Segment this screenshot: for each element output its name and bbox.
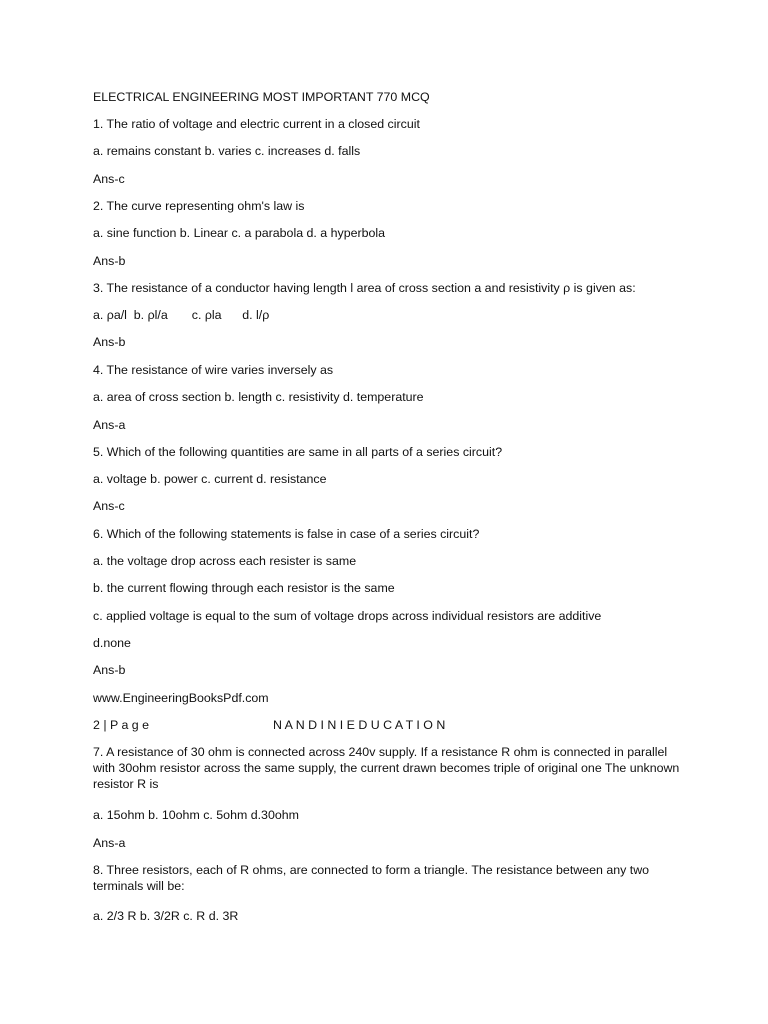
question-1-options: a. remains constant b. varies c. increases d. falls (93, 144, 361, 158)
question-7-answer: Ans-a (93, 836, 126, 850)
document-title: ELECTRICAL ENGINEERING MOST IMPORTANT 770 MCQ (93, 90, 430, 104)
question-3: 3. The resistance of a conductor having length l area of cross section a and resistivity ρ is given as: (93, 281, 636, 295)
question-8: 8. Three resistors, each of R ohms, are connected to form a triangle. The resistance between any two terminals will be: (93, 863, 650, 893)
website-link[interactable]: www.EngineeringBooksPdf.com (93, 691, 269, 705)
question-6-option-c: c. applied voltage is equal to the sum of voltage drops across individual resistors are additive (93, 609, 602, 623)
question-6-answer: Ans-b (93, 663, 126, 677)
question-5: 5. Which of the following quantities are same in all parts of a series circuit? (93, 445, 503, 459)
question-6-option-b: b. the current flowing through each resistor is the same (93, 581, 395, 595)
question-1-answer: Ans-c (93, 172, 125, 186)
question-1: 1. The ratio of voltage and electric current in a closed circuit (93, 117, 420, 131)
question-3-options: a. ρa/l b. ρl/a c. ρla d. l/ρ (93, 308, 270, 322)
question-2: 2. The curve representing ohm's law is (93, 199, 305, 213)
question-5-options: a. voltage b. power c. current d. resistance (93, 472, 327, 486)
question-2-answer: Ans-b (93, 254, 126, 268)
question-3-answer: Ans-b (93, 335, 126, 349)
question-4-answer: Ans-a (93, 418, 126, 432)
question-7: 7. A resistance of 30 ohm is connected across 240v supply. If a resistance R ohm is connected in parallel with 30ohm resistor across the same supply, the current drawn becomes triple of original one The unknown resistor R is (93, 745, 680, 791)
question-7-options: a. 15ohm b. 10ohm c. 5ohm d.30ohm (93, 808, 299, 822)
question-4: 4. The resistance of wire varies inversely as (93, 363, 334, 377)
question-8-options: a. 2/3 R b. 3/2R c. R d. 3R (93, 909, 239, 923)
question-2-options: a. sine function b. Linear c. a parabola d. a hyperbola (93, 226, 386, 240)
question-6-option-a: a. the voltage drop across each resister is same (93, 554, 357, 568)
question-6: 6. Which of the following statements is false in case of a series circuit? (93, 527, 480, 541)
question-4-options: a. area of cross section b. length c. resistivity d. temperature (93, 390, 424, 404)
question-6-option-d: d.none (93, 636, 131, 650)
page-footer: 2 | P a g e N A N D I N I E D U C A T I O N (93, 718, 446, 732)
question-5-answer: Ans-c (93, 499, 125, 513)
